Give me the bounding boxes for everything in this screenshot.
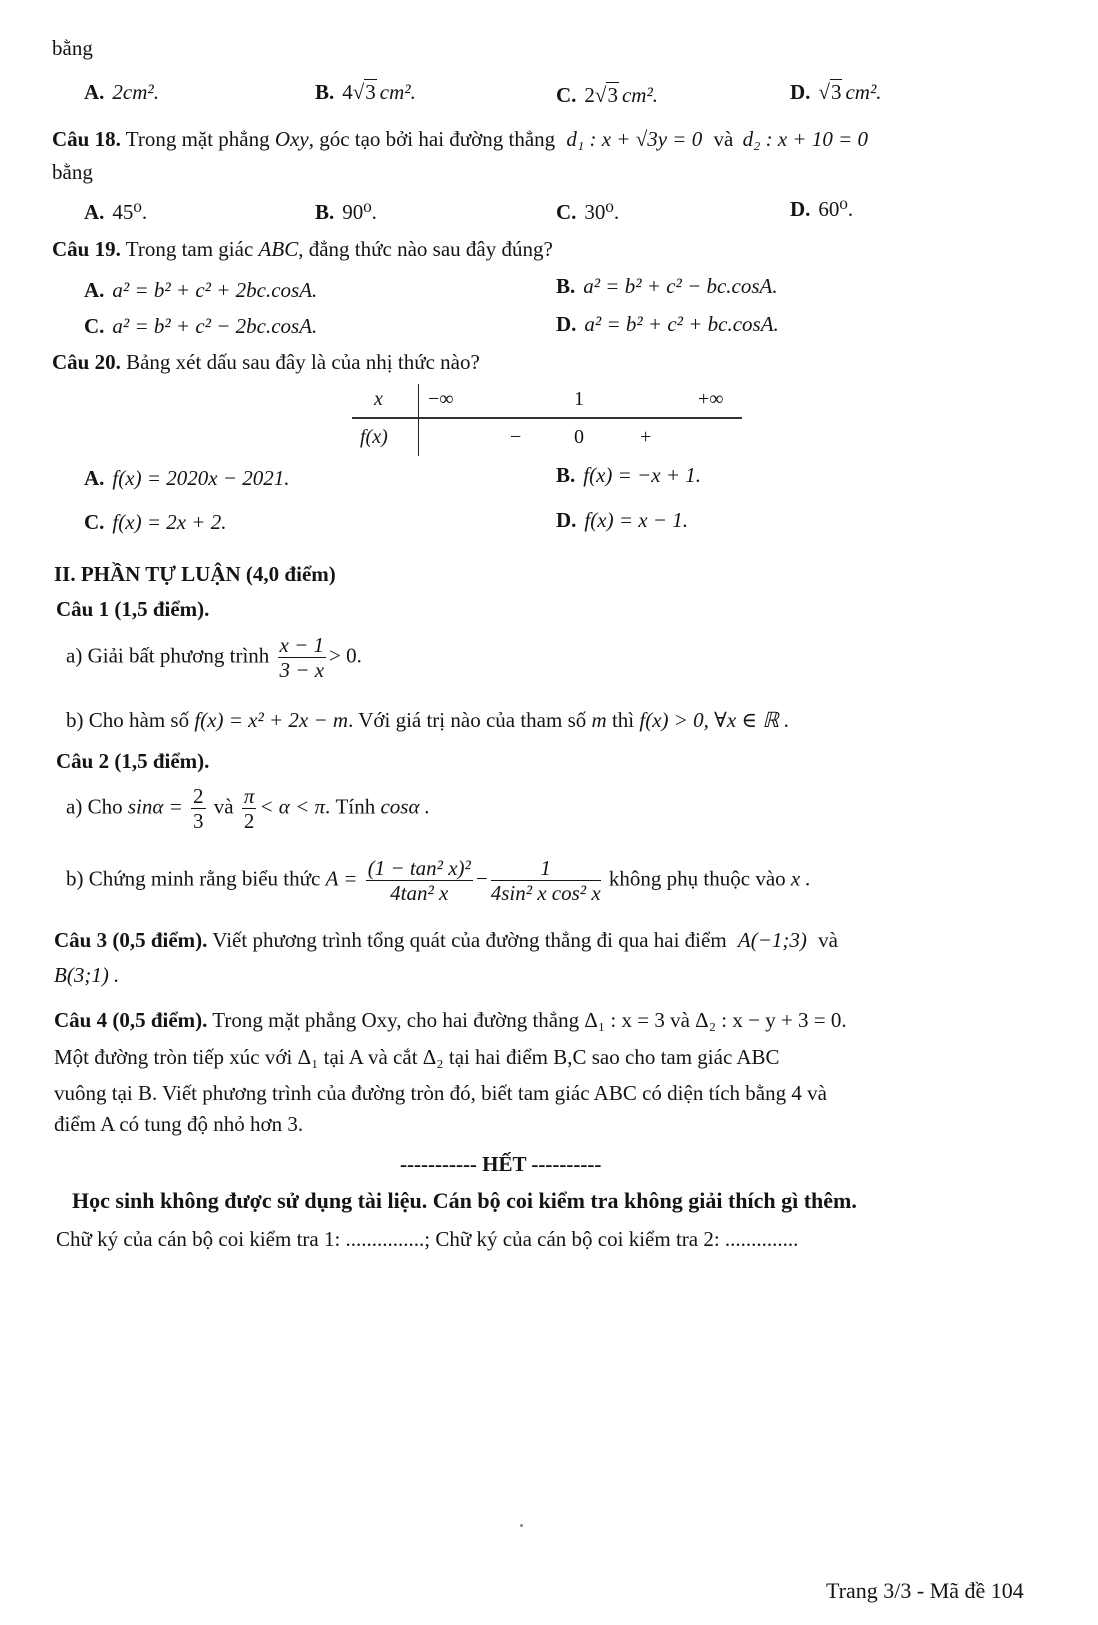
- stem-text: Bảng xét dấu sau đây là của nhị thức nào?: [126, 350, 480, 374]
- sqrt-symbol: √3: [594, 83, 618, 107]
- stem-text: và: [213, 794, 234, 819]
- table-horizontal-divider: [352, 417, 742, 419]
- q17-option-c: [556, 83, 658, 108]
- option-value: f(x) = 2020x − 2021.: [112, 466, 290, 490]
- question-number: Câu 19.: [52, 237, 121, 261]
- option-unit: cm².: [845, 80, 882, 104]
- fraction-numerator: x − 1: [279, 633, 325, 657]
- option-value: f(x) = 2x + 2.: [112, 510, 227, 534]
- option-value: 90⁰.: [342, 200, 377, 224]
- option-label: B.: [556, 463, 576, 487]
- math-d2: d₂ : x + 10 = 0: [742, 127, 869, 151]
- cau3: [54, 928, 838, 953]
- page-info: Trang 3/3 - Mã đề 104: [826, 1578, 1024, 1603]
- fraction: [278, 633, 327, 682]
- math-condition: f(x) > 0, ∀x ∈ ℝ .: [639, 708, 790, 732]
- option-value: a² = b² + c² − bc.cosA.: [583, 274, 778, 298]
- cau4-title: Câu 4 (0,5 điểm).: [54, 1008, 208, 1032]
- row2-label: f(x): [360, 426, 388, 448]
- stem-text: Trong tam giác: [125, 237, 254, 261]
- option-label: A.: [84, 278, 105, 302]
- option-value: a² = b² + c² + 2bc.cosA.: [112, 278, 318, 302]
- option-coef: 2: [584, 83, 595, 107]
- end-marker: ----------- HẾT ----------: [400, 1152, 602, 1176]
- option-label: C.: [556, 200, 577, 224]
- option-value: a² = b² + c² + bc.cosA.: [584, 312, 779, 336]
- q20-option-a: [84, 466, 289, 491]
- option-label: D.: [790, 80, 811, 104]
- q18-stem-end: bằng: [52, 160, 93, 184]
- option-value: 30⁰.: [584, 200, 620, 224]
- stem-text: , góc tạo bởi hai đường thẳng: [308, 127, 556, 151]
- option-label: B.: [556, 274, 576, 298]
- option-value: 45⁰.: [112, 200, 148, 224]
- row1-value: +∞: [698, 388, 724, 410]
- question-number: Câu 18.: [52, 127, 121, 151]
- option-label: D.: [556, 508, 577, 532]
- option-label: A.: [84, 200, 105, 224]
- cau1-a-tail: > 0.: [329, 643, 362, 668]
- cau1-b: [66, 708, 789, 733]
- stem-text: không phụ thuộc vào: [608, 866, 786, 891]
- fraction-denominator: 2: [243, 809, 255, 834]
- option-label: B.: [315, 200, 335, 224]
- math-d1: d₁ : x + √3y = 0: [566, 127, 703, 151]
- part2-heading: II. PHẦN TỰ LUẬN (4,0 điểm): [54, 562, 336, 586]
- fraction-denominator: 3 − x: [279, 658, 325, 683]
- fraction-numerator: 2: [193, 784, 204, 808]
- q19-stem: [52, 237, 553, 262]
- cau4-line2: Một đường tròn tiếp xúc với Δ₁ tại A và cắt Δ₂ tại hai điểm B,C sao cho tam giác ABC: [54, 1045, 780, 1069]
- option-value: 60⁰.: [818, 197, 854, 221]
- q20-stem: [52, 350, 480, 375]
- cau3-title: Câu 3 (0,5 điểm).: [54, 928, 208, 952]
- sqrt-symbol: √3: [352, 80, 376, 104]
- row2-value: +: [640, 426, 652, 448]
- option-label: A.: [84, 80, 105, 104]
- q19-option-d: [556, 312, 779, 337]
- option-label: D.: [790, 197, 811, 221]
- fraction-numerator: (1 − tan² x)²: [367, 856, 471, 880]
- table-vertical-divider: [418, 384, 419, 456]
- cau3-point-b: B(3;1) .: [54, 963, 120, 987]
- fraction: [491, 856, 601, 905]
- q17-stem-end: bằng: [52, 36, 93, 60]
- option-value: f(x) = x − 1.: [584, 508, 688, 532]
- q18-option-d: [790, 197, 853, 222]
- q18-stem: [52, 127, 868, 152]
- option-unit: cm².: [379, 80, 416, 104]
- cau1-a: [66, 633, 362, 682]
- fraction-denominator: 3: [193, 809, 204, 834]
- option-label: C.: [84, 314, 105, 338]
- cau2-a: [66, 784, 430, 833]
- cau4-line1: [54, 1008, 847, 1033]
- stem-text: Trong mặt phẳng Oxy, cho hai đường thẳng Δ₁ : x = 3 và Δ₂ : x − y + 3 = 0.: [212, 1008, 847, 1032]
- option-value: a² = b² + c² − 2bc.cosA.: [112, 314, 318, 338]
- stem-text: và: [818, 928, 838, 952]
- option-label: C.: [84, 510, 105, 534]
- math-range: < α < π: [259, 794, 326, 819]
- exam-notice: Học sinh không được sử dụng tài liệu. Cán bộ coi kiểm tra không giải thích gì thêm.: [72, 1188, 857, 1213]
- q20-option-c: [84, 510, 226, 535]
- math-cos: cosα .: [380, 794, 430, 819]
- stem-text: . Tính: [325, 794, 376, 819]
- row1-value: −∞: [428, 388, 454, 410]
- cau1-a-text: a) Giải bất phương trình: [66, 643, 270, 668]
- stem-text: . Với giá trị nào của tham số: [348, 708, 587, 732]
- option-value: f(x) = −x + 1.: [583, 463, 701, 487]
- option-value: 2cm².: [112, 80, 159, 104]
- stem-text: thì: [611, 708, 635, 732]
- option-label: D.: [556, 312, 577, 336]
- q17-option-a: [84, 80, 159, 105]
- signature-line: Chữ ký của cán bộ coi kiểm tra 1: ...............; Chữ ký của cán bộ coi kiểm tra 2: ..............: [56, 1227, 799, 1251]
- q19-option-b: [556, 274, 778, 299]
- math-a: A =: [325, 866, 358, 891]
- math-m: m: [591, 708, 607, 732]
- stem-text: Viết phương trình tổng quát của đường thẳng đi qua hai điểm: [212, 928, 727, 952]
- cau2-title: Câu 2 (1,5 điểm).: [56, 749, 210, 773]
- row2-value: −: [510, 426, 522, 448]
- q19-option-c: [84, 314, 317, 339]
- q17-option-d: [790, 80, 882, 105]
- option-coef: 4: [342, 80, 353, 104]
- cau1-title: Câu 1 (1,5 điểm).: [56, 597, 210, 621]
- math-minus: −: [475, 866, 488, 891]
- stem-text: b) Chứng minh rằng biểu thức: [66, 866, 321, 891]
- stem-text: và: [713, 127, 734, 151]
- row2-value: 0: [574, 426, 584, 448]
- fraction-denominator: 4tan² x: [390, 881, 449, 906]
- stem-text: a) Cho: [66, 794, 123, 819]
- math-function: f(x) = x² + 2x − m: [194, 708, 349, 732]
- question-number: Câu 20.: [52, 350, 121, 374]
- math-abc: ABC: [258, 237, 299, 261]
- math-oxy: Oxy: [274, 127, 309, 151]
- math-sin: sinα =: [127, 794, 183, 819]
- sqrt-symbol: √3: [818, 80, 842, 104]
- cau2-b: [66, 856, 811, 905]
- row1-value: 1: [574, 388, 584, 410]
- stem-text: , đẳng thức nào sau đây đúng?: [298, 237, 553, 261]
- option-label: C.: [556, 83, 577, 107]
- fraction: [191, 784, 206, 833]
- stem-text: b) Cho hàm số: [66, 708, 190, 732]
- q17-option-b: [315, 80, 416, 105]
- fraction: [242, 784, 257, 833]
- q19-option-a: [84, 278, 317, 303]
- fraction-denominator: 4sin² x cos² x: [490, 881, 601, 906]
- row1-label: x: [374, 388, 383, 410]
- option-label: B.: [315, 80, 335, 104]
- q18-option-a: [84, 200, 147, 225]
- fraction-numerator: π: [243, 784, 255, 808]
- fraction-numerator: 1: [491, 856, 601, 881]
- q18-option-b: [315, 200, 377, 225]
- math-point-a: A(−1;3): [737, 928, 807, 952]
- q18-option-c: [556, 200, 619, 225]
- option-unit: cm².: [621, 83, 658, 107]
- fraction: [366, 856, 473, 905]
- cau4-line3: vuông tại B. Viết phương trình của đường tròn đó, biết tam giác ABC có diện tích bằng 4 và: [54, 1081, 827, 1105]
- q20-option-b: [556, 463, 701, 488]
- sign-table: [352, 384, 742, 456]
- cau4-line4: điểm A có tung độ nhỏ hơn 3.: [54, 1112, 304, 1136]
- scan-artifact: [520, 1524, 523, 1527]
- q20-option-d: [556, 508, 688, 533]
- math-x: x .: [790, 866, 811, 891]
- stem-text: Trong mặt phẳng: [125, 127, 270, 151]
- option-label: A.: [84, 466, 105, 490]
